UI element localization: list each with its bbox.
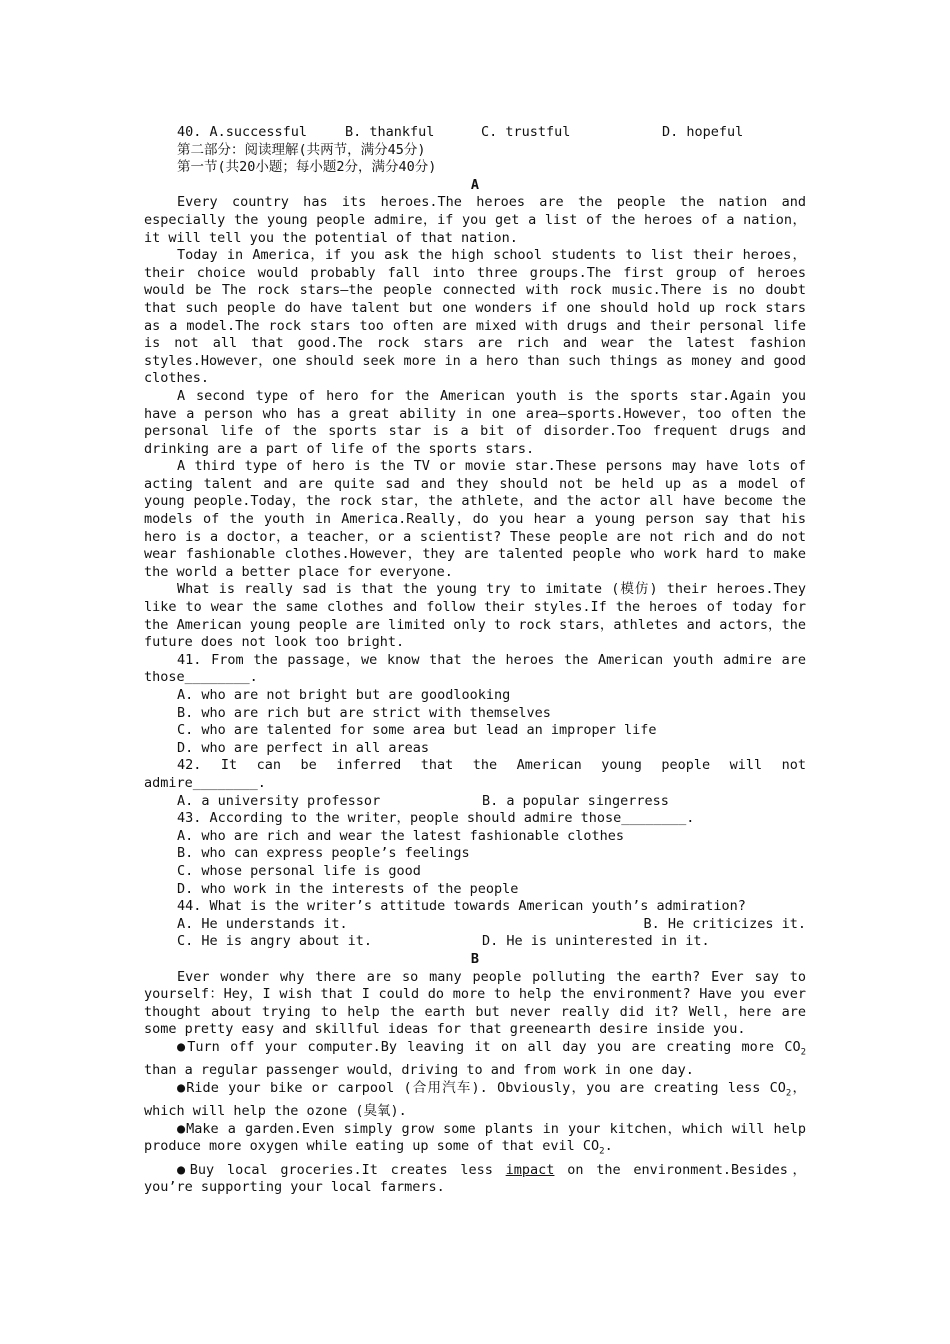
section1-heading: 第一节(共20小题；每小题2分，满分40分) (177, 159, 437, 176)
subscript: 2 (785, 1088, 792, 1099)
question-41-option: A. who are not bright but are goodlooking (177, 687, 511, 703)
question-43-option: C. whose personal life is good (177, 862, 421, 879)
bullet-text: on the environment.Besides，you’re supporting your local farmers. (144, 1161, 806, 1196)
question-43-stem: 43. According to the writer，people should admire those________. (177, 810, 695, 827)
question-41-option: C. who are talented for some area but lead an improper life (177, 722, 657, 739)
question-42-stem: 42. It can be inferred that the American young people will not admire________. (144, 757, 806, 791)
bullet-text: than a regular passenger would，driving to and from work in one day. (144, 1062, 694, 1079)
passage-b-paragraph: Ever wonder why there are so many people polluting the earth? Ever say to yourself：Hey，I wish that I could do more to help the environment? Have you ever thought about trying to help the earth but never really did it? Well，here are some pretty easy and skillful ideas for that greenearth desire inside you. (144, 968, 806, 1038)
bullet-text: ●Turn off your computer.By leaving it on all day you are creating more CO (177, 1038, 801, 1055)
underlined-word: impact (505, 1161, 555, 1178)
question-44-option: D. He is uninterested in it. (482, 933, 710, 950)
passage-a-paragraph: A third type of hero is the TV or movie star.These persons may have lots of acting talent and are quite sad and they should not be held up as a model of young people.Today，the rock star，the athlete，and the actor all have become the models of the youth in America.Really，do you hear a young person say that his hero is a doctor，a teacher，or a scientist? These people are not rich and do not wear fashionable clothes.However，they are talented people who work hard to make the world a better place for everyone. (144, 458, 806, 580)
question-44-option: C. He is angry about it. (177, 933, 373, 950)
question-41-option: B. who are rich but are strict with themselves (177, 704, 551, 721)
passage-b-bullet (144, 1121, 806, 1162)
question-42-option: B. a popular singerress (482, 792, 669, 809)
question-41-stem: 41. From the passage，we know that the heroes the American youth admire are those________. (144, 651, 806, 686)
question-42-options (144, 793, 806, 811)
q40-options (144, 124, 806, 142)
part2-heading: 第二部分：阅读理解(共两节，满分45分) (177, 141, 426, 158)
passage-a-label: A (470, 176, 480, 193)
question-41-option: D. who are perfect in all areas (177, 739, 429, 756)
question-44-options-row2 (144, 933, 806, 951)
passage-b-label: B (470, 950, 480, 967)
question-43-option: A. who are rich and wear the latest fashionable clothes (177, 827, 625, 844)
bullet-text: ●Buy local groceries.It creates less (177, 1161, 506, 1178)
q40-option-c: C. trustful (481, 124, 571, 140)
question-42-option: A. a university professor (177, 792, 381, 809)
question-44-stem: 44. What is the writer’s attitude towards American youth’s admiration? (177, 898, 746, 915)
passage-a-paragraph: What is really sad is that the young try to imitate (模仿) their heroes.They like to wear the same clothes and follow their styles.If the heroes of today for the American young people are limited only to rock stars，athletes and actors，the future does not look too bright. (144, 581, 806, 651)
passage-b-bullet (144, 1080, 806, 1121)
question-44-option: A. He understands it. (177, 915, 348, 932)
q40-option-a: 40. A.successful (177, 124, 308, 140)
subscript: 2 (800, 1047, 806, 1058)
exam-page (144, 124, 806, 1197)
bullet-text: . (604, 1138, 613, 1155)
q40-option-d: D. hopeful (662, 124, 744, 140)
question-44-options-row1 (144, 916, 806, 934)
passage-a-paragraph: A second type of hero for the American youth is the sports star.Again you have a person who has a great ability in one area—sports.However，too often the personal life of the sports star is a bit of disorder.Too frequent drugs and drinking are a part of life of the sports stars. (144, 387, 806, 457)
question-44-option: B. He criticizes it. (643, 915, 806, 932)
passage-b-bullet (144, 1039, 806, 1080)
bullet-text: ●Ride your bike or carpool (合用汽车). Obviously，you are creating less CO (177, 1079, 786, 1096)
question-43-option: D. who work in the interests of the people (177, 880, 519, 897)
subscript: 2 (599, 1146, 605, 1157)
passage-a-paragraph: Every country has its heroes.The heroes are the people the nation and especially the young people admire，if you get a list of the heroes of a nation，it will tell you the potential of that nation. (144, 194, 806, 246)
passage-b-bullet (144, 1162, 806, 1197)
bullet-text: ，which will help the ozone (臭氧). (144, 1079, 807, 1120)
question-43-option: B. who can express people’s feelings (177, 845, 470, 862)
passage-a-paragraph: Today in America，if you ask the high school students to list their heroes，their choice would probably fall into three groups.The first group of heroes would be The rock stars—the people connected with rock music.There is no doubt that such people do have talent but one wonders if one should hold up rock stars as a model.The rock stars too often are mixed with drugs and their personal life is not all that good.The rock stars are rich and wear the latest fashion styles.However，one should seek more in a hero than such things as money and good clothes. (144, 247, 806, 387)
q40-option-b: B. thankful (345, 124, 435, 140)
bullet-text: ●Make a garden.Even simply grow some plants in your kitchen，which will help produce more oxygen while eating up some of that evil CO (144, 1120, 806, 1155)
